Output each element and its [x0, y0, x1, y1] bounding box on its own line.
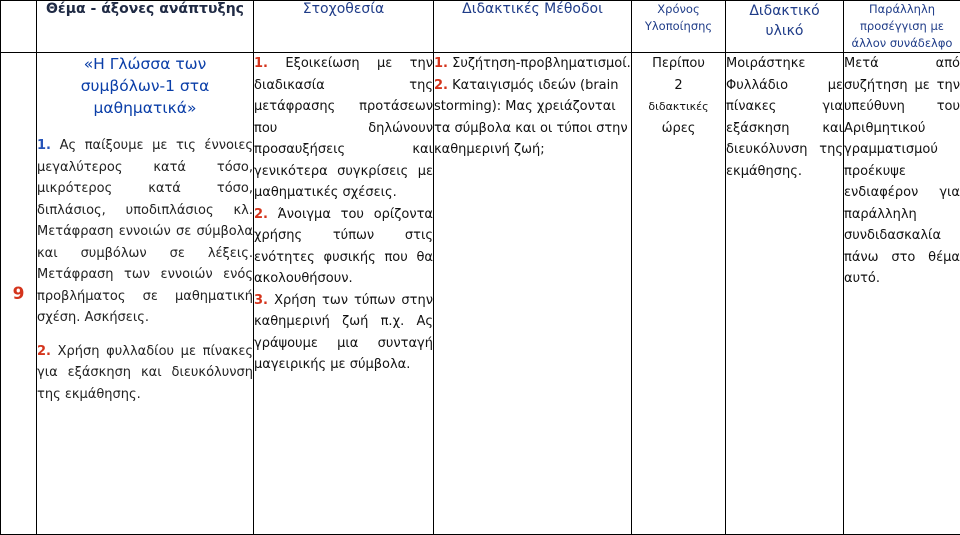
header-methods: Διδακτικές Μέθοδοι — [434, 1, 632, 53]
header-time-line1: Χρόνος — [632, 1, 725, 18]
goal-item — [254, 53, 433, 204]
material-cell — [726, 53, 844, 535]
time-line4: ώρες — [632, 118, 725, 140]
topic-cell — [37, 53, 254, 535]
topic-item-number: 1. — [37, 138, 51, 153]
goal-item — [254, 204, 433, 290]
material-text: Μοιράστηκε Φυλλάδιο με πίνακες για εξάσκηση και διευκόλυνση της εκμάθησης. — [726, 56, 843, 179]
time-line2: 2 — [632, 75, 725, 97]
topic-item-text: Χρήση φυλλαδίου με πίνακες για εξάσκηση και διευκόλυνση της εκμάθησης. — [37, 344, 253, 402]
header-topic: Θέμα - άξονες ανάπτυξης — [37, 1, 254, 53]
header-alt-line2: προσέγγιση με — [844, 18, 960, 35]
method-item — [434, 75, 631, 161]
time-line1: Περίπου — [632, 53, 725, 75]
header-material-line1: Διδακτικό — [726, 1, 843, 21]
method-item-text: Καταιγισμός ιδεών (brain storming): Μας χρειάζονται τα σύμβολα και οι τύποι στην καθημερινή ζωή; — [434, 78, 628, 158]
topic-item — [37, 341, 253, 406]
header-alternative — [844, 1, 960, 53]
goals-cell — [254, 53, 434, 535]
header-alt-line1: Παράλληλη — [844, 1, 960, 18]
header-alt-line3: άλλον συνάδελφο — [844, 35, 960, 52]
method-item — [434, 53, 631, 75]
header-time — [632, 1, 726, 53]
goal-item — [254, 290, 433, 376]
method-item-number: 1. — [434, 56, 448, 71]
alternative-cell — [844, 53, 960, 535]
header-material-line2: υλικό — [726, 21, 843, 41]
goal-item-text: Χρήση των τύπων στην καθημερινή ζωή π.χ. Ας γράψουμε μια συνταγή μαγειρικής με σύμβολα. — [254, 293, 433, 373]
methods-cell — [434, 53, 632, 535]
alternative-text: Μετά από συζήτηση με την υπεύθυνη του Αριθμητικού γραμματισμού προέκυψε ενδιαφέρον για παράλληλη συνδιδασκαλία πάνω στο θέμα αυτό. — [844, 56, 960, 286]
topic-title: «Η Γλώσσα των συμβόλων-1 στα μαθηματικά» — [37, 53, 253, 119]
topic-item-text: Ας παίξουμε με τις έννοιες μεγαλύτερος κατά τόσο, μικρότερος κατά τόσο, διπλάσιος, υποδιπλάσιος κλ. Μετάφραση εννοιών σε σύμβολα και συμβόλων σε λέξεις. Μετάφραση των εννοιών ενός προβλήματος σε μαθηματική σχέση. Ασκήσεις. — [37, 138, 253, 325]
method-item-text: Συζήτηση-προβληματισμοί. — [452, 56, 631, 71]
header-time-line2: Υλοποίησης — [632, 18, 725, 35]
goal-item-text: Άνοιγμα του ορίζοντα χρήσης τύπων στις ενότητες φυσικής που θα ακολουθήσουν. — [254, 207, 433, 287]
goal-item-number: 2. — [254, 207, 268, 222]
goal-item-number: 1. — [254, 56, 268, 71]
header-row — [1, 1, 960, 53]
time-line3: διδακτικές — [632, 96, 725, 118]
header-material — [726, 1, 844, 53]
method-item-number: 2. — [434, 78, 448, 93]
lesson-row — [1, 53, 960, 535]
goal-item-number: 3. — [254, 293, 268, 308]
time-cell — [632, 53, 726, 535]
goal-item-text: Εξοικείωση με την διαδικασία της μετάφρασης προτάσεων που δηλώνουν προσαυξήσεις και γενικότερα συγκρίσεις με μαθηματικές σχέσεις. — [254, 56, 433, 200]
header-goals: Στοχοθεσία — [254, 1, 434, 53]
row-number: 9 — [1, 53, 37, 535]
topic-item — [37, 135, 253, 329]
header-blank — [1, 1, 37, 53]
topic-item-number: 2. — [37, 344, 51, 359]
